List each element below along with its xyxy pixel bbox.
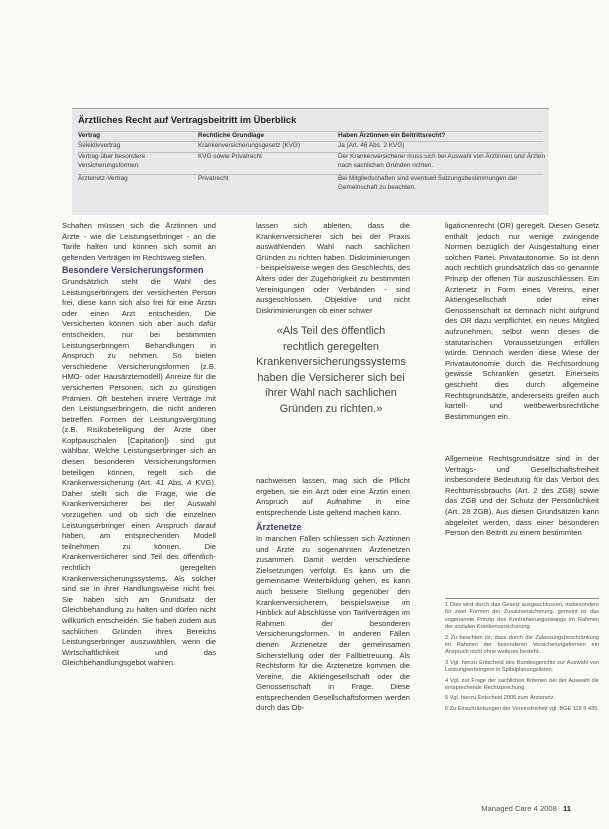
paragraph: lassen sich ableiten, dass die Krankenversicherer sich bei der Praxis auswählenden Wahl nach sachlichen Gründen zu richten haben. Diskriminierungen - beispielsweise wegen des Geschlechts, des Alters oder der Zugehörigkeit zu bestimmten Vereinigungen oder Verbänden - sind ausgeschlossen. Objektive und nicht Diskriminierungen ob einer schwer	[256, 221, 410, 315]
overview-cell: Privatrecht	[198, 175, 229, 182]
article-column-1	[62, 221, 216, 809]
footnote: 2 Zu beachten ist, dass durch die Zulassungsbeschränkung im Rahmen der besonderen Versicherungsformen ein Anspruch nicht ohne weiteres besteht.	[445, 634, 599, 656]
overview-box	[72, 108, 549, 215]
paragraph: ligationenrecht (OR) geregelt. Diesen Gesetz enthält jedoch nur wenige zwingende Normen bezüglich der Ausgestaltung einer solchen Partei. Privatautonomie. So ist denn auch rechtlich grundsätzlich das so genannte Prinzip der offenen Tür auszuschliessen. Ein Ärztenetz in Form eines Vereins, einer Aktiengesellschaft oder einer Genossenschaft ist demnach nicht aufgrund des OR dazu verpflichtet, ein neues Mitglied aufzunehmen, selbst wenn dieses die statutarischen Voraussetzungen erfüllen würde. Dennoch werden diese Wiese der Privatautonomie durch die Rechtsordnung gewisse Schranken gesetzt. Einerseits geschieht dies durch allgemeine Rechtsgrundsätze, andererseits greifen auch kartell- und wettbewerbsrechtliche Bestimmungen ein.	[445, 221, 599, 421]
section-heading: Ärztenetze	[256, 522, 302, 533]
paragraph: In manchen Fällen schliessen sich Ärztinnen und Ärzte zu sogenannten Ärztenetzen zusammen. Damit werden verschiedene Zielsetzungen verfolgt. Es kann um die gemeinsame Weiterbildung gehen, es kann auch bessere Stellung gegenüber den Krankenversicherern, beispielsweise im Hinblick auf Abschlüsse von Tarifverträgen im Rahmen der besonderen Versicherungsformen. In anderen Fällen dienen Ärztenetze der gemeinsamen Sicherstellung oder der Fallbetreuung. Als Rechtsform für die Ärztenetze kommen die Vereine, die Aktiengesellschaft oder die Genossenschaft in Frage. Diese entsprechenden Gesellschaftsformen werden durch das Ob-	[256, 533, 410, 713]
article-column-2	[256, 221, 410, 316]
overview-row	[78, 141, 543, 151]
overview-cell: Krankenversicherungsgesetz (KVG)	[198, 142, 300, 149]
section-heading: Besondere Versicherungsformen	[62, 265, 204, 276]
footnote: 3 Vgl. hierzu Entscheid des Bundesgerichts zur Auswahl von Leistungserbringern in Spitalplanungslisten.	[445, 659, 599, 674]
overview-cell: Ja (Art. 46 Abs. 2 KVG)	[338, 142, 405, 149]
pull-quote: «Als Teil des öffentlich rechtlich geregelten Krankenversicherungssystems haben die Versicherer sich bei ihrer Wahl nach sachlichen Gründen zu richten.»	[256, 325, 406, 415]
overview-row	[78, 174, 543, 195]
page-number: 11	[562, 804, 571, 813]
magazine-name: Managed Care	[481, 804, 532, 813]
overview-col-header: Vertrag	[78, 132, 101, 139]
overview-row	[78, 152, 546, 173]
page-footer	[481, 804, 571, 813]
paragraph: Grundsätzlich steht die Wahl des Leistungserbringers der versicherten Person frei, diese kann sich also frei für eine Ärztin oder einen Arzt entscheiden. Die Versicherten können sich aber auch dafür entscheiden, nur bei bestimmten Leistungserbringern Behandlungen in Anspruch zu nehmen. So bieten verschiedene Versicherungsformen (z.B. HMO- oder Hausärztemodell) Anreize für die versicherten Personen, sich zu günstigen Prämien. Oft bestehen innere Verträge mit den Leistungserbringern, die nicht anderen betreffen. Formen der Leistungsvergütung (z.B. Risikobeteiligung der Ärzte über Kopfpauschalen [Capitation]) sind gut wählbar. Welche Leistungserbringer sich an diesen besonderen Versicherungsformen beteiligen können, regelt sich die Krankenversicherung (Art. 41 Abs. 4 KVG). Daher stellt sich die Frage, wie die Krankenversicherer bei der Auswahl vorzugehen und ob sich die einzelnen Leistungserbringer einen Anspruch darauf haben, am entsprechenden Modell teilnehmen zu können. Die Krankenversicherer sind Teil des öffentlich-rechtlich geregelten Krankenversicherungssystems. Als solcher sind sie in ihrer Handlungsweise nicht frei. Sie haben sich am Grundsatz der Gleichbehandlung zu halten und dürfen nicht willkürlich entscheiden. Sie haben zudem aus sachlichen Gründen ihres Bereichs Leistungserbringer auszuwählen, wenn die Wirtschaftlichkeit und das Gleichbehandlungsgebot wahren.	[62, 276, 216, 668]
overview-title: Ärztliches Recht auf Vertragsbeitritt im Überblick	[78, 114, 297, 125]
footnote: 1 Dies wird durch das Gesetz ausgeschlossen, insbesondere für zwei Formen der Zusatzversicherung, gemeint ist das sogenannte Prinzip des Kontrahierungszwangs im Rahmen der sozialen Krankenversicherung.	[445, 602, 599, 631]
overview-cell: Ärztenetz-Vertrag	[78, 175, 128, 182]
overview-col-header: Haben Ärztinnen ein Beitrittsrecht?	[338, 132, 446, 139]
footnote: 4 Vgl. zur Frage der sachlichen Kriterien bei der Auswahl die entsprechende Rechtsprechung.	[445, 677, 599, 692]
overview-cell: Vertrag über besondere Versicherungsformen	[78, 153, 146, 169]
paragraph: Allgemeine Rechtsgrundsätze sind in der Vertrags- und Gesellschaftsfreiheit insbesondere Bedeutung für das Verbot des Rechtsmissbrauchs (Art. 2 des ZGB) sowie das ZGB und der Schutz der Persönlichkeit (Art. 28 ZGB). Aus diesen Grundsätzen kann abgeleitet werden, dass einer besonderen Person den Beitritt zu einem bestimmten	[445, 454, 599, 538]
overview-header-row	[78, 131, 543, 141]
issue-label: 4 2008	[533, 804, 557, 813]
article-column-3	[445, 221, 599, 592]
paragraph: nachweisen lassen, mag sich die Pflicht ergeben, sie ein Arzt oder eine Ärztin einen Anspruch auf Aufnahme in eine entsprechende Liste geltend machen kann.	[256, 476, 410, 517]
overview-cell: Bei Mitgliedschaften sind eventuell Satzungsbestimmungen der Gemeinschaft zu beachten.	[338, 175, 518, 191]
paragraph: Schaften müssen sich die Ärztinnen und Ärzte - wie die Leistungserbringer - an die Tarife halten und können sich somit an geltenden Verträgen im Rechtsweg stellen.	[62, 221, 216, 262]
overview-cell: Selektivvertrag	[78, 142, 121, 149]
overview-col-header: Rechtliche Grundlage	[198, 132, 265, 139]
overview-cell: Der Krankenversicherer muss sich bei Auswahl von Ärztinnen und Ärzten nach sachlichen Gründen richten.	[338, 153, 546, 169]
footnotes	[445, 598, 599, 716]
article-column-2-lower	[256, 476, 410, 799]
footnote: 6 Zu Einschränkungen der Vereinsfreiheit vgl. BGE 118 II 435.	[445, 705, 599, 712]
overview-cell: KVG sowie Privatrecht	[198, 153, 262, 160]
footnote: 5 Vgl. hierzu Entscheid 2006 zum Ärztenetz.	[445, 695, 556, 702]
